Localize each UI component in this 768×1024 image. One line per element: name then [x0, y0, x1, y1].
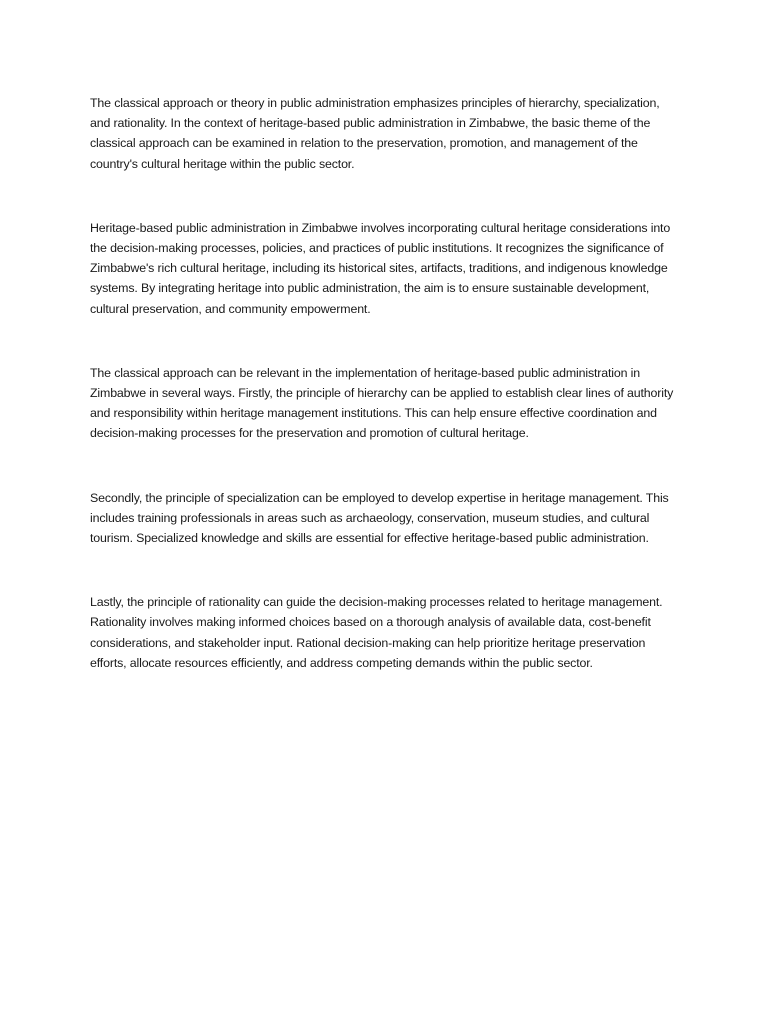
paragraph-specialization: Secondly, the principle of specialization can be employed to develop expertise in heritage management. This includes training professionals in areas such as archaeology, conservation, museum studies, and cultural tourism. Specialized knowledge and skills are essential for effective heritage-based public administration. — [90, 490, 669, 546]
paragraph-rationality: Lastly, the principle of rationality can guide the decision-making processes related to heritage management. Rationality involves making informed choices based on a thorough analysis of available data, cost-benefit considerations, and stakeholder input. Rational decision-making can help prioritize heritage preservation efforts, allocate resources efficiently, and address competing demands within the public sector. — [90, 595, 663, 670]
paragraph-heritage-administration: Heritage-based public administration in Zimbabwe involves incorporating cultural heritage considerations into the decision-making processes, policies, and practices of public institutions. It recognizes the significance of Zimbabwe's rich cultural heritage, including its historical sites, artifacts, traditions, and indigenous knowledge systems. By integrating heritage into public administration, the aim is to ensure sustainable development, cultural preservation, and community empowerment. — [90, 220, 671, 316]
document-body — [90, 93, 680, 716]
paragraph-classical-approach: The classical approach or theory in public administration emphasizes principles of hierarchy, specialization, and rationality. In the context of heritage-based public administration in Zimbabwe, the basic theme of the classical approach can be examined in relation to the preservation, promotion, and management of the country's cultural heritage within the public sector. — [90, 96, 660, 171]
paragraph-hierarchy: The classical approach can be relevant in the implementation of heritage-based public administration in Zimbabwe in several ways. Firstly, the principle of hierarchy can be applied to establish clear lines of authority and responsibility within heritage management institutions. This can help ensure effective coordination and decision-making processes for the preservation and promotion of cultural heritage. — [90, 365, 674, 441]
